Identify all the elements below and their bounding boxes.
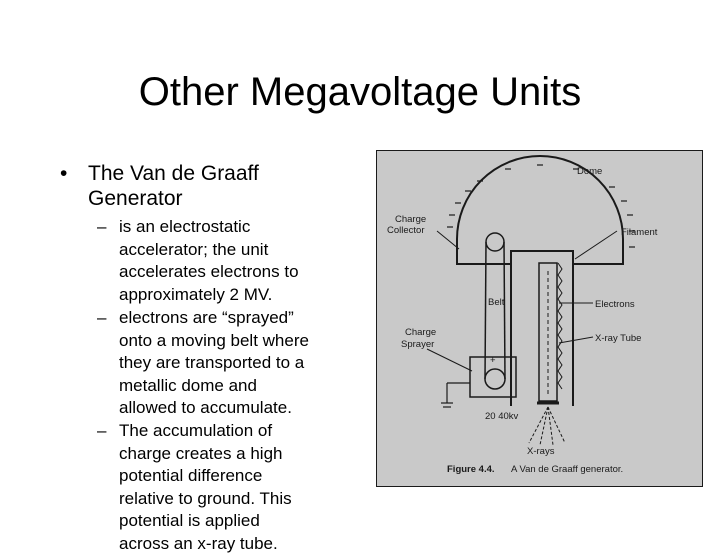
van-de-graaff-diagram — [377, 151, 702, 486]
bullet-van-de-graaff — [60, 161, 350, 211]
subbullet-line: they are transported to a — [119, 352, 347, 375]
slide-title: Other Megavoltage Units — [0, 70, 720, 115]
subbullet-line: across an x-ray tube. — [119, 533, 347, 555]
caption-text: A Van de Graaff generator. — [511, 464, 623, 475]
subbullet-line: allowed to accumulate. — [119, 397, 347, 420]
label-voltage: 20 40kv — [485, 411, 519, 422]
subbullet-line: onto a moving belt where — [119, 330, 347, 353]
label-charge-collector-1: Charge — [395, 214, 426, 225]
label-charge-sprayer-1: Charge — [405, 327, 436, 338]
subbullet-line: approximately 2 MV. — [119, 284, 347, 307]
subbullet-accumulation — [97, 420, 347, 555]
subbullet-sprayed — [97, 307, 347, 420]
label-charge-sprayer-2: Sprayer — [401, 339, 434, 350]
belt-right — [504, 242, 505, 379]
label-xrays: X-rays — [527, 446, 555, 457]
subbullet-marker: – — [97, 216, 106, 239]
label-belt: Belt — [488, 297, 505, 308]
subbullet-line: relative to ground. This — [119, 488, 347, 511]
label-filament: Filament — [621, 227, 658, 238]
subbullet-line: potential is applied — [119, 510, 347, 533]
xray-tube-shape — [539, 263, 557, 401]
dome-charge-marks — [447, 165, 635, 247]
van-de-graaff-figure — [376, 150, 703, 487]
subbullet-line: is an electrostatic — [119, 216, 347, 239]
subbullet-line: metallic dome and — [119, 375, 347, 398]
label-xray-tube: X-ray Tube — [595, 333, 641, 344]
label-electrons: Electrons — [595, 299, 635, 310]
subbullet-line: potential difference — [119, 465, 347, 488]
subbullet-marker: – — [97, 307, 106, 330]
subbullet-line: The accumulation of — [119, 420, 347, 443]
bottom-pulley — [485, 369, 505, 389]
bullet-line: The Van de Graaff — [88, 161, 350, 186]
resistor-chain — [558, 263, 562, 389]
bullet-marker: • — [60, 161, 67, 186]
label-charge-collector-2: Collector — [387, 225, 425, 236]
subbullet-electrostatic — [97, 216, 347, 306]
subbullet-line: accelerates electrons to — [119, 261, 347, 284]
xray-rays — [529, 407, 565, 445]
subbullet-line: electrons are “sprayed” — [119, 307, 347, 330]
belt-left — [485, 242, 486, 379]
svg-text:+: + — [490, 355, 496, 366]
subbullet-line: charge creates a high — [119, 443, 347, 466]
label-dome: Dome — [577, 166, 602, 177]
caption-figure-number: Figure 4.4. — [447, 464, 495, 475]
top-pulley — [486, 233, 504, 251]
bullet-line: Generator — [88, 186, 350, 211]
subbullet-line: accelerator; the unit — [119, 239, 347, 262]
subbullet-marker: – — [97, 420, 106, 443]
